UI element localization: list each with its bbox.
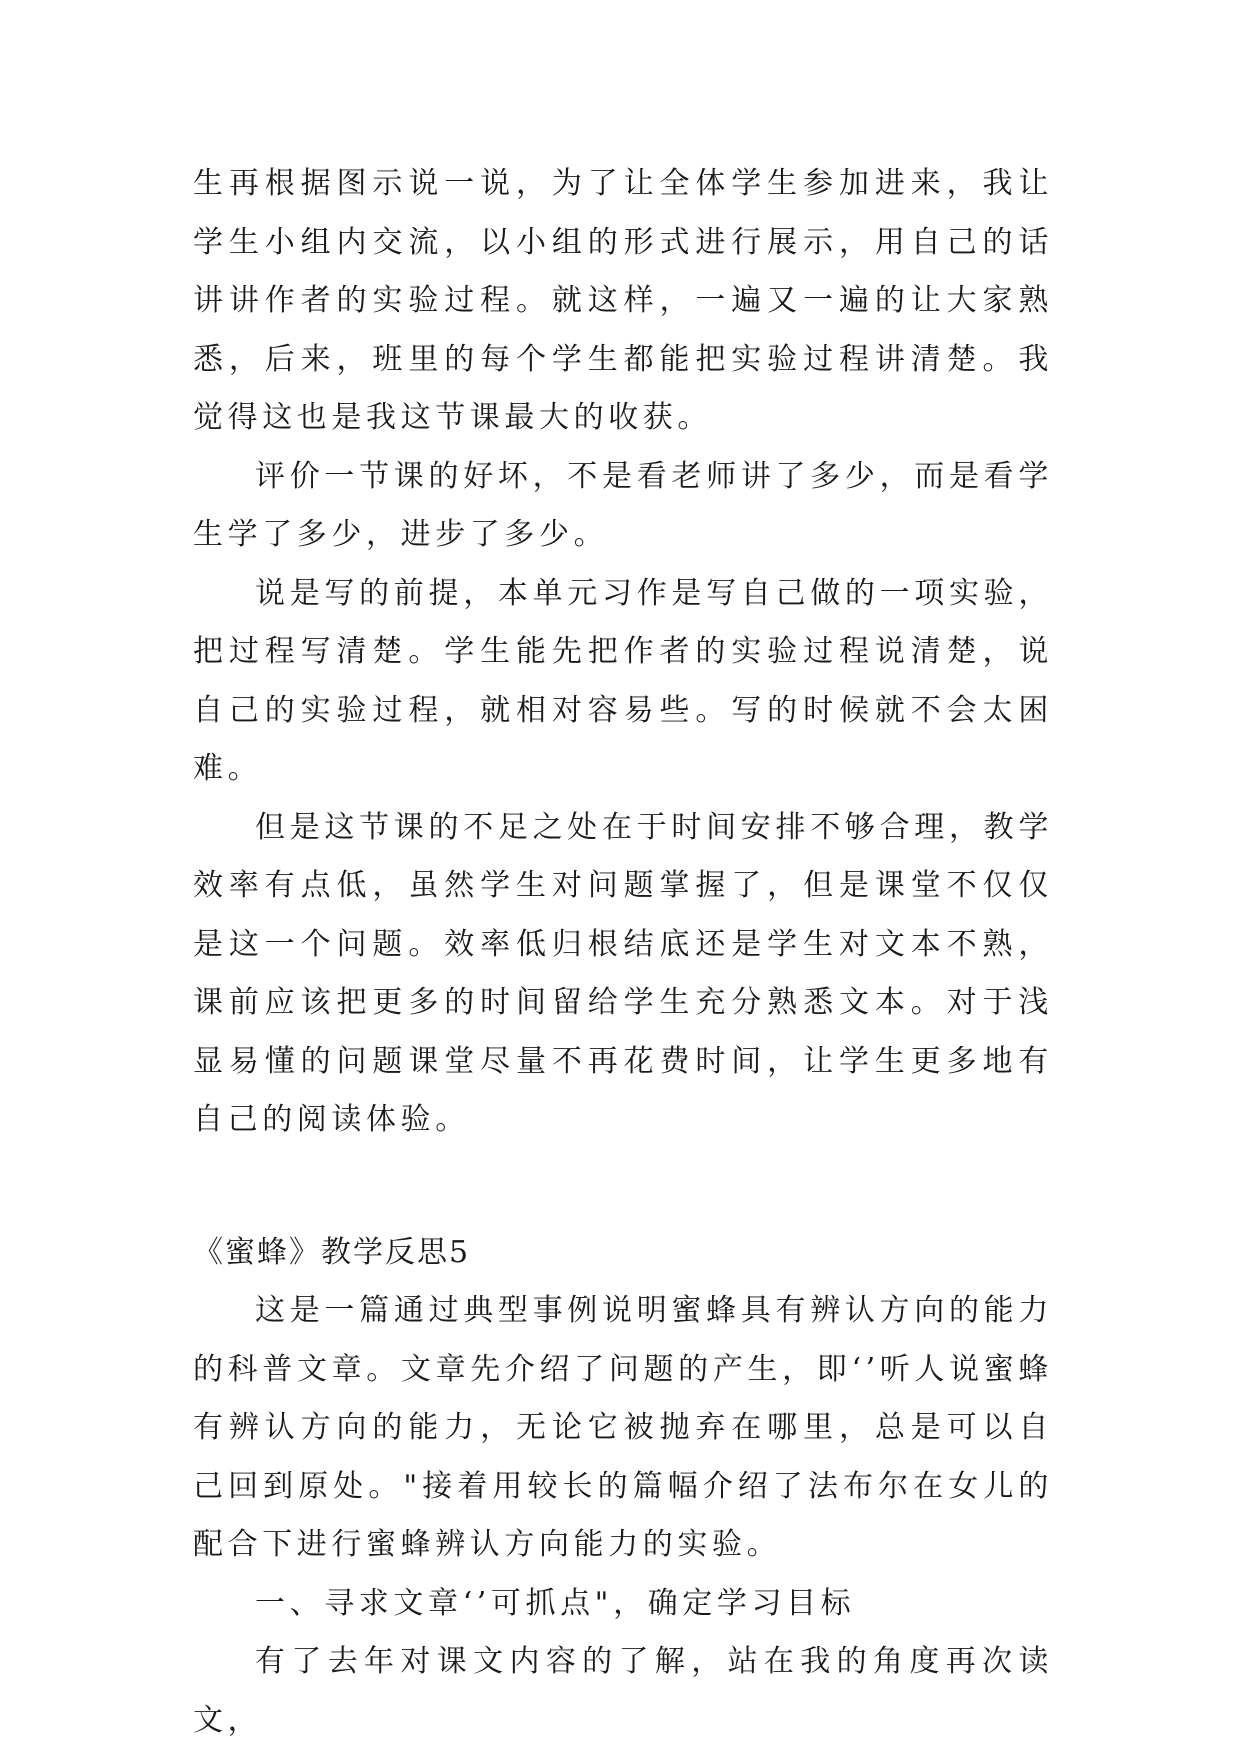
document-body (193, 155, 1053, 1750)
paragraph-intro: 这是一篇通过典型事例说明蜜蜂具有辨认方向的能力的科普文章。文章先介绍了问题的产生，即‘’听人说蜜蜂有辨认方向的能力，无论它被抛弃在哪里，总是可以自己回到原处。"接着用较长的篇幅介绍了法布尔在女儿的配合下进行蜜蜂辨认方向能力的实验。 (193, 1293, 1053, 1562)
paragraph-continued: 生再根据图示说一说，为了让全体学生参加进来，我让学生小组内交流，以小组的形式进行展示，用自己的话讲讲作者的实验过程。就这样，一遍又一遍的让大家熟悉，后来，班里的每个学生都能把实验过程讲清楚。我觉得这也是我这节课最大的收获。 (193, 166, 1053, 435)
section-heading: 《蜜蜂》教学反思5 (193, 1234, 471, 1270)
paragraph-speaking-writing: 说是写的前提，本单元习作是写自己做的一项实验，把过程写清楚。学生能先把作者的实验过程说清楚，说自己的实验过程，就相对容易些。写的时候就不会太困难。 (193, 575, 1053, 786)
paragraph-evaluation: 评价一节课的好坏，不是看老师讲了多少，而是看学生学了多少，进步了多少。 (193, 458, 1053, 552)
paragraph-last: 有了去年对课文内容的了解，站在我的角度再次读文， (193, 1644, 1053, 1738)
paragraph-subheading: 一、寻求文章‘’可抓点"，确定学习目标 (255, 1585, 856, 1621)
paragraph-shortcomings: 但是这节课的不足之处在于时间安排不够合理，教学效率有点低，虽然学生对问题掌握了，但是课堂不仅仅是这一个问题。效率低归根结底还是学生对文本不熟，课前应该把更多的时间留给学生充分熟悉文本。对于浅显易懂的问题课堂尽量不再花费时间，让学生更多地有自己的阅读体验。 (193, 809, 1053, 1137)
